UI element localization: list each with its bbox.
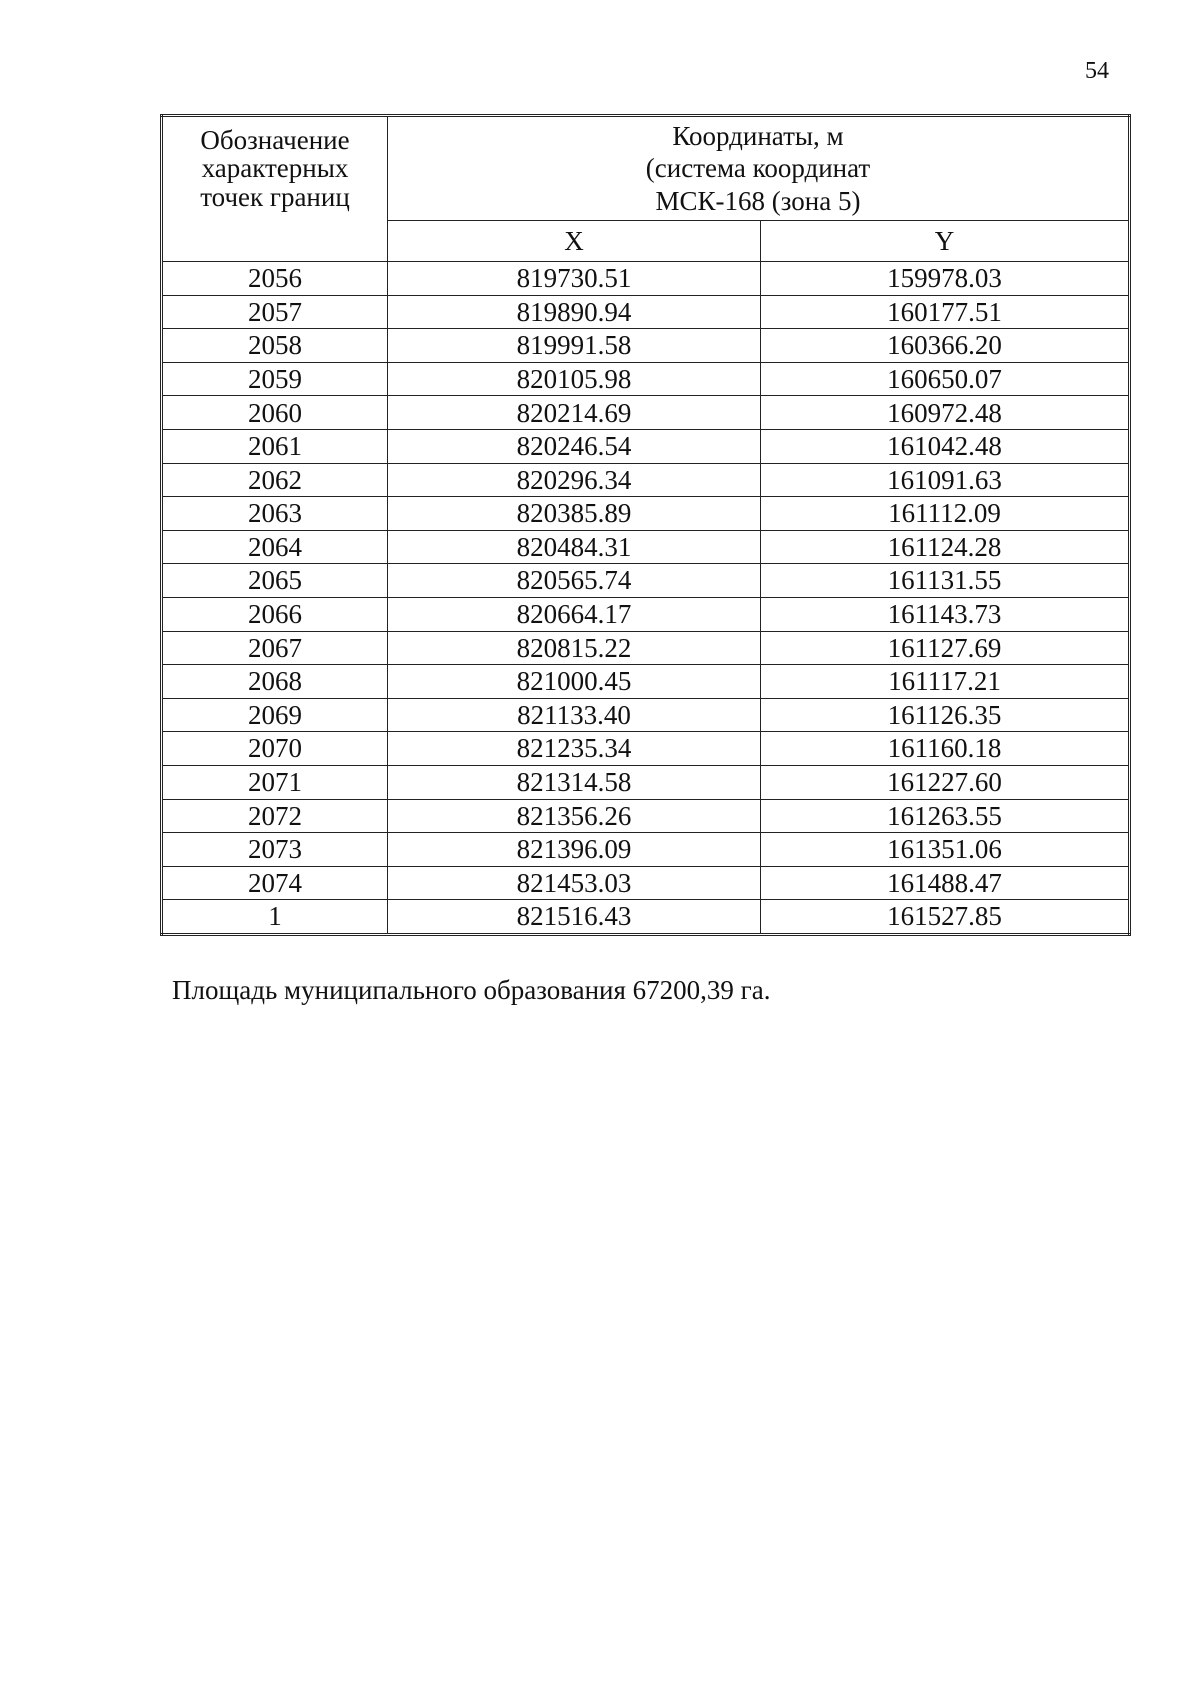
table-row <box>162 665 1130 699</box>
table-row <box>162 631 1130 665</box>
point-cell: 2074 <box>162 866 388 900</box>
x-axis-header: X <box>388 221 761 262</box>
point-cell: 2072 <box>162 799 388 833</box>
coordinates-header <box>388 116 1130 221</box>
table-row <box>162 396 1130 430</box>
point-cell: 2062 <box>162 463 388 497</box>
y-coordinate-cell: 161091.63 <box>761 463 1130 497</box>
y-coordinate-cell: 161143.73 <box>761 597 1130 631</box>
designation-header-line: точек границ <box>200 181 350 212</box>
x-coordinate-cell: 821396.09 <box>388 833 761 867</box>
table-row <box>162 497 1130 531</box>
point-cell: 2061 <box>162 429 388 463</box>
y-coordinate-cell: 161263.55 <box>761 799 1130 833</box>
table-row <box>162 866 1130 900</box>
table-row <box>162 329 1130 363</box>
table-row <box>162 900 1130 935</box>
point-cell: 2057 <box>162 295 388 329</box>
table-row <box>162 732 1130 766</box>
y-coordinate-cell: 160972.48 <box>761 396 1130 430</box>
point-cell: 2059 <box>162 362 388 396</box>
point-cell: 2064 <box>162 530 388 564</box>
table-row <box>162 530 1130 564</box>
table-row <box>162 765 1130 799</box>
y-coordinate-cell: 161117.21 <box>761 665 1130 699</box>
point-cell: 2056 <box>162 262 388 296</box>
x-coordinate-cell: 820296.34 <box>388 463 761 497</box>
x-coordinate-cell: 821314.58 <box>388 765 761 799</box>
point-cell: 2069 <box>162 698 388 732</box>
y-coordinate-cell: 160177.51 <box>761 295 1130 329</box>
x-coordinate-cell: 820664.17 <box>388 597 761 631</box>
table-body <box>162 262 1130 935</box>
y-coordinate-cell: 161127.69 <box>761 631 1130 665</box>
y-coordinate-cell: 161227.60 <box>761 765 1130 799</box>
x-coordinate-cell: 820105.98 <box>388 362 761 396</box>
table-row <box>162 833 1130 867</box>
x-coordinate-cell: 819730.51 <box>388 262 761 296</box>
table-row <box>162 295 1130 329</box>
x-coordinate-cell: 821516.43 <box>388 900 761 935</box>
point-cell: 2068 <box>162 665 388 699</box>
y-coordinate-cell: 161112.09 <box>761 497 1130 531</box>
coordinates-header-line: (система координат <box>645 153 871 184</box>
x-coordinate-cell: 819991.58 <box>388 329 761 363</box>
x-coordinate-cell: 821356.26 <box>388 799 761 833</box>
x-coordinate-cell: 819890.94 <box>388 295 761 329</box>
point-cell: 2058 <box>162 329 388 363</box>
x-coordinate-cell: 821133.40 <box>388 698 761 732</box>
x-coordinate-cell: 820815.22 <box>388 631 761 665</box>
y-coordinate-cell: 161527.85 <box>761 900 1130 935</box>
header-row <box>162 116 1130 221</box>
x-coordinate-cell: 820385.89 <box>388 497 761 531</box>
x-coordinate-cell: 820484.31 <box>388 530 761 564</box>
y-coordinate-cell: 160650.07 <box>761 362 1130 396</box>
y-coordinate-cell: 161131.55 <box>761 564 1130 598</box>
table-header <box>162 116 1130 262</box>
y-coordinate-cell: 161488.47 <box>761 866 1130 900</box>
y-coordinate-cell: 161126.35 <box>761 698 1130 732</box>
table-row <box>162 262 1130 296</box>
table-row <box>162 463 1130 497</box>
y-coordinate-cell: 161042.48 <box>761 429 1130 463</box>
y-coordinate-cell: 160366.20 <box>761 329 1130 363</box>
point-cell: 2066 <box>162 597 388 631</box>
designation-header <box>162 116 388 262</box>
point-cell: 2067 <box>162 631 388 665</box>
x-coordinate-cell: 820246.54 <box>388 429 761 463</box>
x-coordinate-cell: 821000.45 <box>388 665 761 699</box>
point-cell: 2073 <box>162 833 388 867</box>
table-row <box>162 429 1130 463</box>
area-note: Площадь муниципального образования 67200,39 га. <box>172 975 771 1005</box>
y-coordinate-cell: 159978.03 <box>761 262 1130 296</box>
x-coordinate-cell: 821453.03 <box>388 866 761 900</box>
table-row <box>162 799 1130 833</box>
coordinates-header-line: Координаты, м <box>672 120 844 151</box>
table-row <box>162 564 1130 598</box>
point-cell: 2071 <box>162 765 388 799</box>
point-cell: 2065 <box>162 564 388 598</box>
designation-header-line: Обозначение <box>200 125 350 155</box>
point-cell: 2060 <box>162 396 388 430</box>
point-cell: 1 <box>162 900 388 935</box>
x-coordinate-cell: 821235.34 <box>388 732 761 766</box>
table-row <box>162 362 1130 396</box>
table-row <box>162 597 1130 631</box>
y-coordinate-cell: 161351.06 <box>761 833 1130 867</box>
page-number: 54 <box>1085 58 1109 84</box>
designation-header-line: характерных <box>201 153 349 184</box>
y-axis-header: Y <box>761 221 1130 262</box>
point-cell: 2070 <box>162 732 388 766</box>
y-coordinate-cell: 161124.28 <box>761 530 1130 564</box>
point-cell: 2063 <box>162 497 388 531</box>
table-row <box>162 698 1130 732</box>
x-coordinate-cell: 820565.74 <box>388 564 761 598</box>
y-coordinate-cell: 161160.18 <box>761 732 1130 766</box>
x-coordinate-cell: 820214.69 <box>388 396 761 430</box>
coordinates-table <box>160 114 1131 936</box>
coordinates-header-line: МСК-168 (зона 5) <box>655 185 861 216</box>
